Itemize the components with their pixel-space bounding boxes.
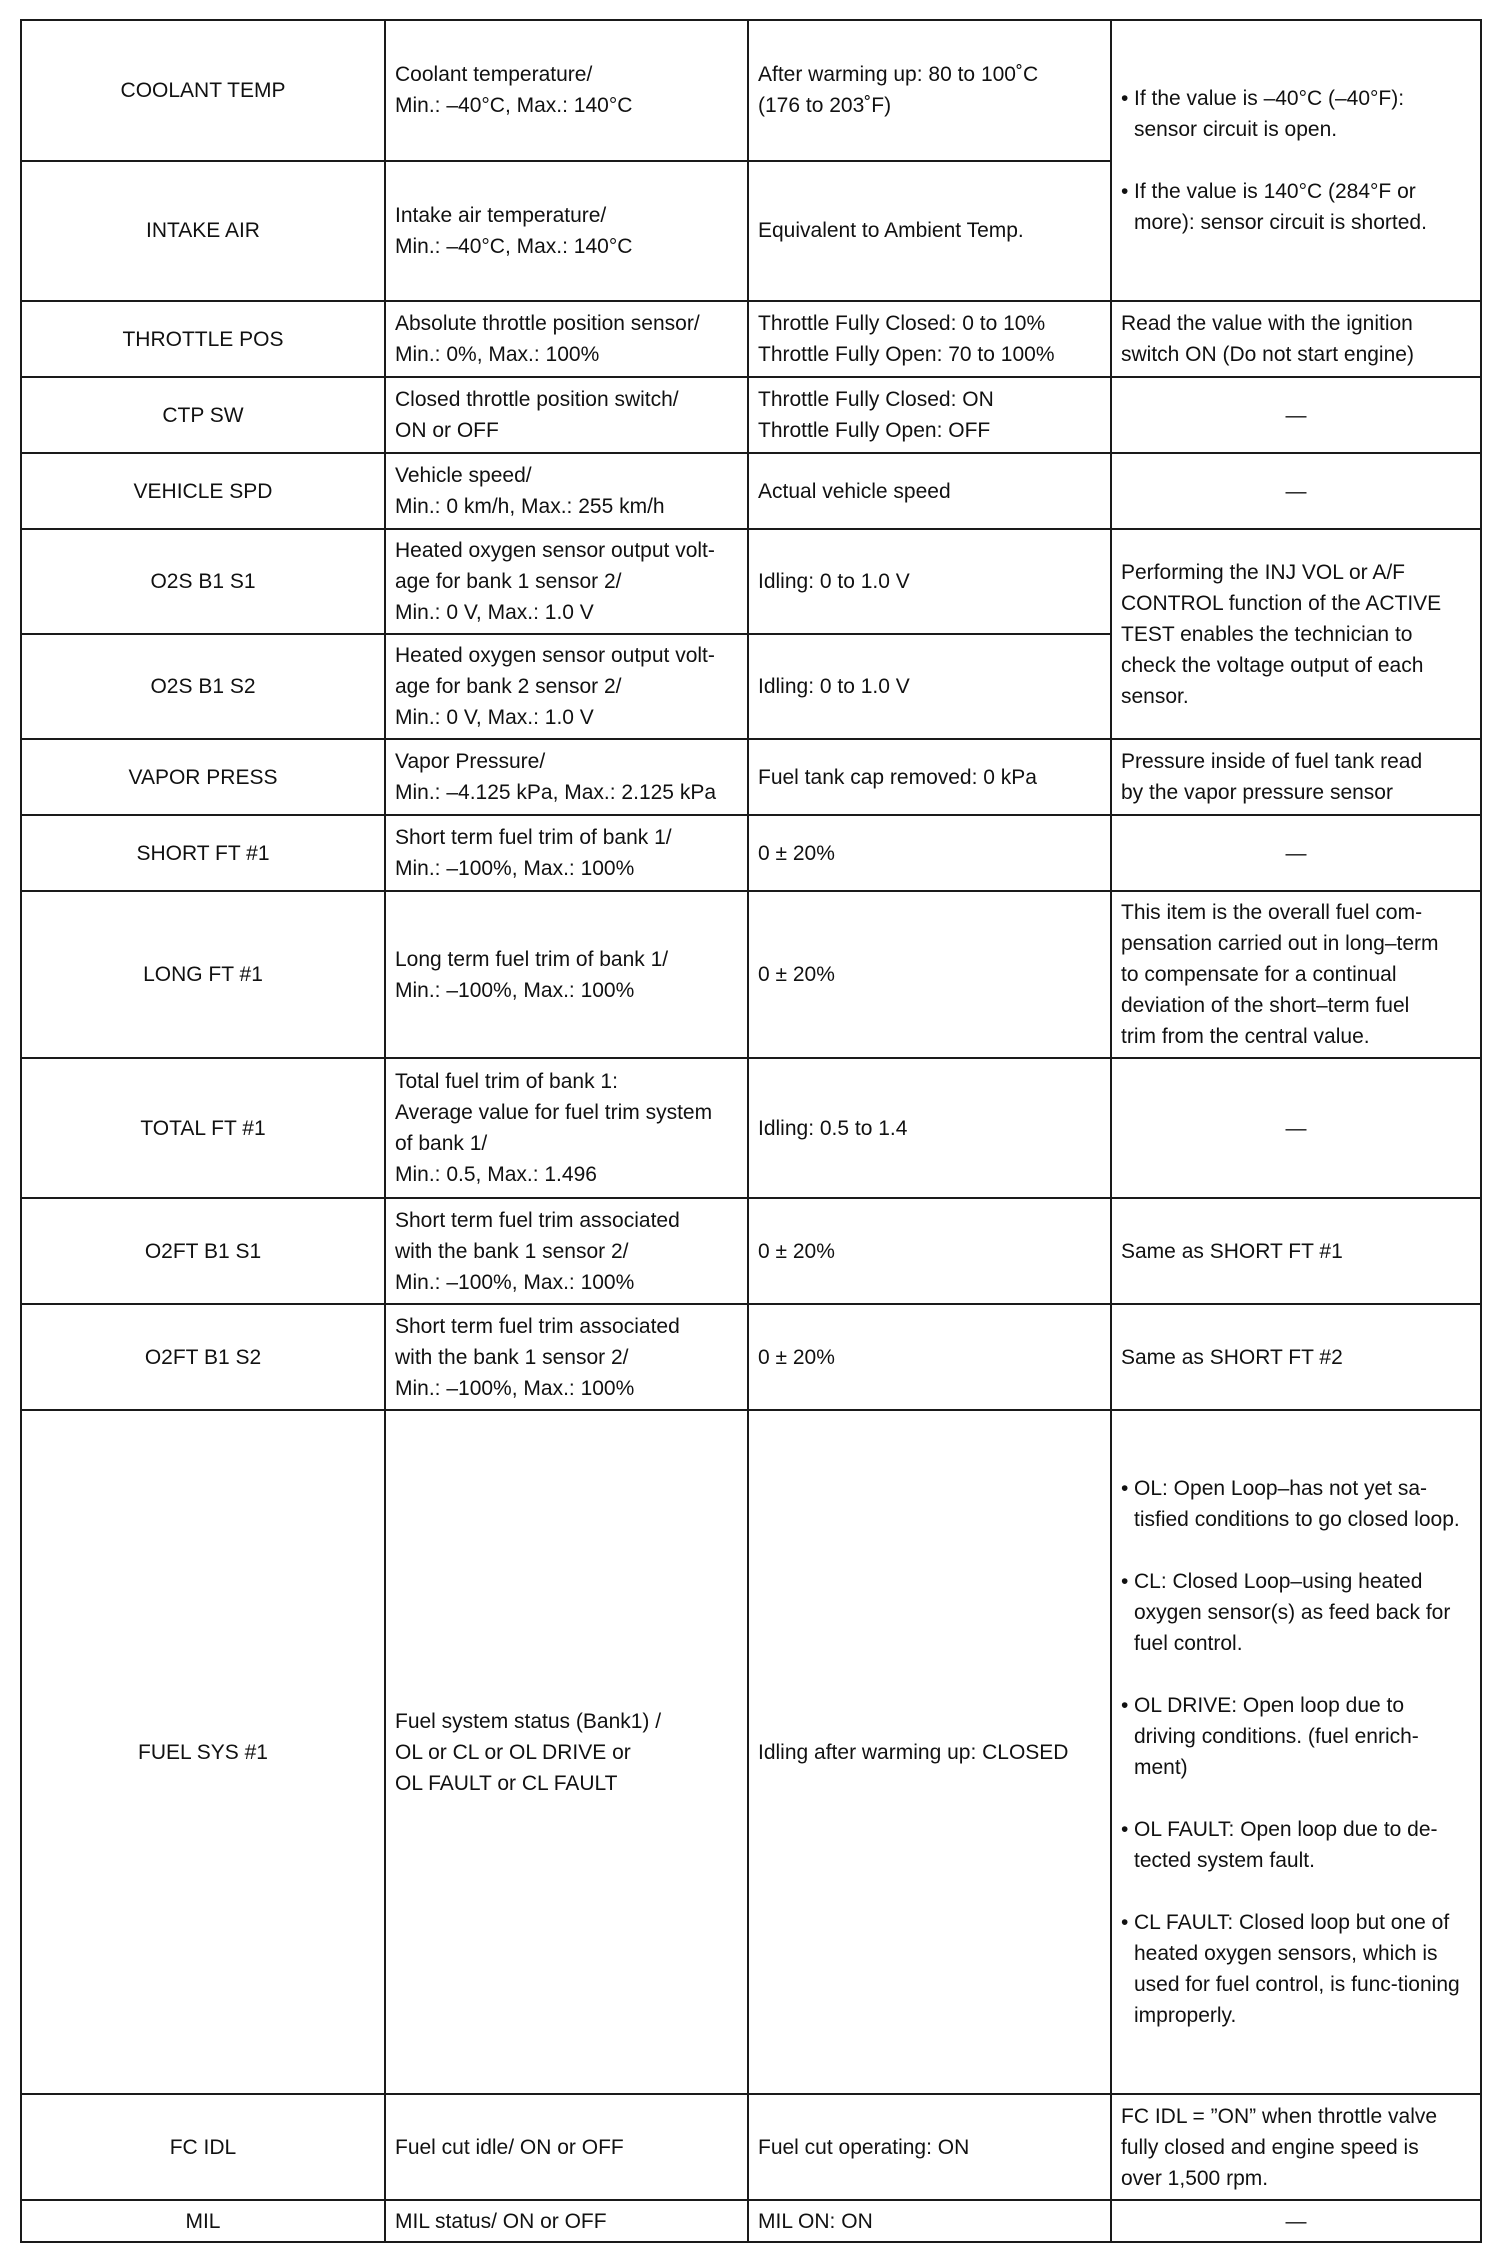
normal-condition-cell: Idling after warming up: CLOSED <box>748 1410 1111 2094</box>
list-item: • OL FAULT: Open loop due to de-​tected system fault. <box>1121 1814 1471 1876</box>
table-row <box>21 1058 1481 1198</box>
measurement-cell: Vehicle speed/ Min.: 0 km/h, Max.: 255 km/h <box>385 453 748 529</box>
table-row <box>21 529 1481 634</box>
list-item: • CL FAULT: Closed loop but one of heated oxygen sensors, which is used for fuel control, is func-​tioning improperly. <box>1121 1907 1471 2031</box>
measurement-cell: MIL status/ ON or OFF <box>385 2200 748 2242</box>
data-list-table <box>20 19 1482 2243</box>
item-cell: TOTAL FT #1 <box>21 1058 385 1198</box>
measurement-cell: Absolute throttle position sensor/ Min.: 0%, Max.: 100% <box>385 301 748 377</box>
normal-condition-cell: Actual vehicle speed <box>748 453 1111 529</box>
item-cell: VEHICLE SPD <box>21 453 385 529</box>
item-cell: SHORT FT #1 <box>21 815 385 891</box>
item-cell: O2S B1 S1 <box>21 529 385 634</box>
normal-condition-cell: 0 ± 20% <box>748 1198 1111 1304</box>
normal-condition-cell: 0 ± 20% <box>748 891 1111 1058</box>
item-cell: COOLANT TEMP <box>21 20 385 161</box>
normal-condition-cell: Fuel tank cap removed: 0 kPa <box>748 739 1111 815</box>
measurement-cell: Heated oxygen sensor output volt- age for bank 2 sensor 2/ Min.: 0 V, Max.: 1.0 V <box>385 634 748 739</box>
notes-cell: — <box>1111 815 1481 891</box>
item-cell: O2FT B1 S1 <box>21 1198 385 1304</box>
measurement-cell: Heated oxygen sensor output volt- age for bank 1 sensor 2/ Min.: 0 V, Max.: 1.0 V <box>385 529 748 634</box>
list-item: • OL DRIVE: Open loop due to driving conditions. (fuel enrich-​ment) <box>1121 1690 1471 1783</box>
measurement-cell: Short term fuel trim associated with the bank 1 sensor 2/ Min.: –100%, Max.: 100% <box>385 1304 748 1410</box>
item-cell: CTP SW <box>21 377 385 453</box>
item-cell: O2S B1 S2 <box>21 634 385 739</box>
notes-cell: Same as SHORT FT #2 <box>1111 1304 1481 1410</box>
list-item: • OL: Open Loop–has not yet sa-​tisfied conditions to go closed loop. <box>1121 1473 1471 1535</box>
measurement-cell: Fuel system status (Bank1) / OL or CL or OL DRIVE or OL FAULT or CL FAULT <box>385 1410 748 2094</box>
normal-condition-cell: Idling: 0 to 1.0 V <box>748 529 1111 634</box>
table-row <box>21 739 1481 815</box>
table-row <box>21 20 1481 161</box>
measurement-cell: Short term fuel trim of bank 1/ Min.: –100%, Max.: 100% <box>385 815 748 891</box>
measurement-cell: Coolant temperature/ Min.: –40°C, Max.: 140°C <box>385 20 748 161</box>
diagnostic-data-page <box>20 19 1480 2243</box>
table-row <box>21 453 1481 529</box>
normal-condition-cell: Idling: 0.5 to 1.4 <box>748 1058 1111 1198</box>
notes-cell: Performing the INJ VOL or A/F CONTROL function of the ACTIVE TEST enables the technician to check the voltage output of each sensor. <box>1111 529 1481 739</box>
notes-cell <box>1111 20 1481 301</box>
table-row <box>21 301 1481 377</box>
list-item: • If the value is –40°C (–40°F): sensor circuit is open. <box>1121 83 1471 145</box>
table-row <box>21 1410 1481 2094</box>
measurement-cell: Short term fuel trim associated with the bank 1 sensor 2/ Min.: –100%, Max.: 100% <box>385 1198 748 1304</box>
item-cell: LONG FT #1 <box>21 891 385 1058</box>
measurement-cell: Closed throttle position switch/ ON or OFF <box>385 377 748 453</box>
normal-condition-cell: Fuel cut operating: ON <box>748 2094 1111 2200</box>
notes-list <box>1121 52 1471 269</box>
notes-cell <box>1111 1410 1481 2094</box>
table-row <box>21 815 1481 891</box>
table-row <box>21 2200 1481 2242</box>
normal-condition-cell: 0 ± 20% <box>748 815 1111 891</box>
notes-cell: — <box>1111 377 1481 453</box>
item-cell: FUEL SYS #1 <box>21 1410 385 2094</box>
notes-cell: — <box>1111 453 1481 529</box>
notes-cell: Same as SHORT FT #1 <box>1111 1198 1481 1304</box>
item-cell: O2FT B1 S2 <box>21 1304 385 1410</box>
item-cell: FC IDL <box>21 2094 385 2200</box>
measurement-cell: Total fuel trim of bank 1: Average value for fuel trim system of bank 1/ Min.: 0.5, Max.: 1.496 <box>385 1058 748 1198</box>
measurement-cell: Fuel cut idle/ ON or OFF <box>385 2094 748 2200</box>
table-row <box>21 2094 1481 2200</box>
measurement-cell: Vapor Pressure/ Min.: –4.125 kPa, Max.: 2.125 kPa <box>385 739 748 815</box>
notes-cell: FC IDL = ”ON” when throttle valve fully closed and engine speed is over 1,500 rpm. <box>1111 2094 1481 2200</box>
normal-condition-cell: After warming up: 80 to 100˚C (176 to 203˚F) <box>748 20 1111 161</box>
item-cell: VAPOR PRESS <box>21 739 385 815</box>
notes-cell: — <box>1111 2200 1481 2242</box>
list-item: • CL: Closed Loop–using heated oxygen sensor(s) as feed back for fuel control. <box>1121 1566 1471 1659</box>
item-cell: MIL <box>21 2200 385 2242</box>
normal-condition-cell: 0 ± 20% <box>748 1304 1111 1410</box>
notes-cell: Read the value with the ignition switch ON (Do not start engine) <box>1111 301 1481 377</box>
item-cell: THROTTLE POS <box>21 301 385 377</box>
normal-condition-cell: Idling: 0 to 1.0 V <box>748 634 1111 739</box>
table-row <box>21 1304 1481 1410</box>
table-row <box>21 1198 1481 1304</box>
measurement-cell: Long term fuel trim of bank 1/ Min.: –100%, Max.: 100% <box>385 891 748 1058</box>
table-row <box>21 891 1481 1058</box>
measurement-cell: Intake air temperature/ Min.: –40°C, Max.: 140°C <box>385 161 748 302</box>
normal-condition-cell: MIL ON: ON <box>748 2200 1111 2242</box>
normal-condition-cell: Throttle Fully Closed: ON Throttle Fully Open: OFF <box>748 377 1111 453</box>
list-item: • If the value is 140°C (284°F or more): sensor circuit is shorted. <box>1121 176 1471 238</box>
notes-cell: Pressure inside of fuel tank read by the vapor pressure sensor <box>1111 739 1481 815</box>
notes-list <box>1121 1442 1471 2062</box>
normal-condition-cell: Equivalent to Ambient Temp. <box>748 161 1111 302</box>
table-row <box>21 377 1481 453</box>
notes-cell: — <box>1111 1058 1481 1198</box>
notes-cell: This item is the overall fuel com- pensation carried out in long–term to compensate for a continual deviation of the short–term fuel trim from the central value. <box>1111 891 1481 1058</box>
item-cell: INTAKE AIR <box>21 161 385 302</box>
normal-condition-cell: Throttle Fully Closed: 0 to 10% Throttle Fully Open: 70 to 100% <box>748 301 1111 377</box>
